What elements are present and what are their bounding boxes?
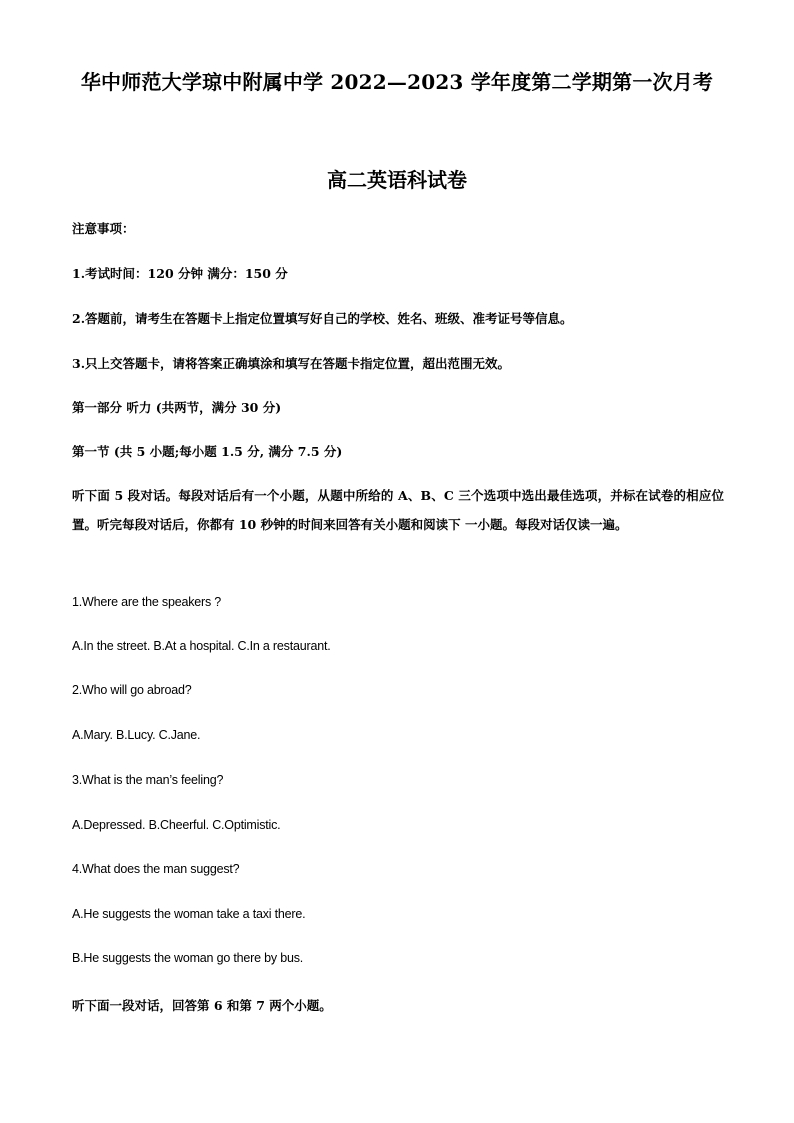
question-4-option-b: B.He suggests the woman go there by bus.	[72, 951, 304, 965]
question-1-options: A.In the street. B.At a hospital. C.In a restaurant.	[72, 639, 331, 653]
question-1: 1.Where are the speakers ?	[72, 595, 222, 609]
exam-subtitle: 高二英语科试卷	[327, 168, 467, 192]
section-instructions: 听下面 5 段对话。每段对话后有一个小题，从题中所给的 A、B、C 三个选项中选出最佳选项，并标在试卷的相应位置。听完每段对话后，你都有 10 秒钟的时间来回答有关小题和阅读下 一小题。每段对话仅读一遍。	[72, 488, 724, 532]
exam-title: 华中师范大学琼中附属中学 2022—2023 学年度第二学期第一次月考	[80, 70, 714, 94]
notes-heading: 注意事项：	[72, 221, 135, 236]
question-3: 3.What is the man’s feeling?	[72, 773, 224, 787]
note-item-2: 2.答题前，请考生在答题卡上指定位置填写好自己的学校、姓名、班级、准考证号等信息。	[72, 311, 573, 326]
next-instruction: 听下面一段对话，回答第 6 和第 7 两个小题。	[72, 998, 332, 1013]
part-title: 第一部分 听力 (共两节，满分 30 分)	[72, 400, 282, 415]
question-4-option-a: A.He suggests the woman take a taxi there.	[72, 907, 306, 921]
question-3-options: A.Depressed. B.Cheerful. C.Optimistic.	[72, 818, 281, 832]
note-item-1: 1.考试时间：120 分钟 满分：150 分	[72, 266, 288, 281]
section-title: 第一节 (共 5 小题;每小题 1.5 分, 满分 7.5 分)	[72, 444, 343, 459]
question-2: 2.Who will go abroad?	[72, 683, 192, 697]
question-4: 4.What does the man suggest?	[72, 862, 240, 876]
note-item-3: 3.只上交答题卡，请将答案正确填涂和填写在答题卡指定位置，超出范围无效。	[72, 356, 511, 371]
question-2-options: A.Mary. B.Lucy. C.Jane.	[72, 728, 201, 742]
